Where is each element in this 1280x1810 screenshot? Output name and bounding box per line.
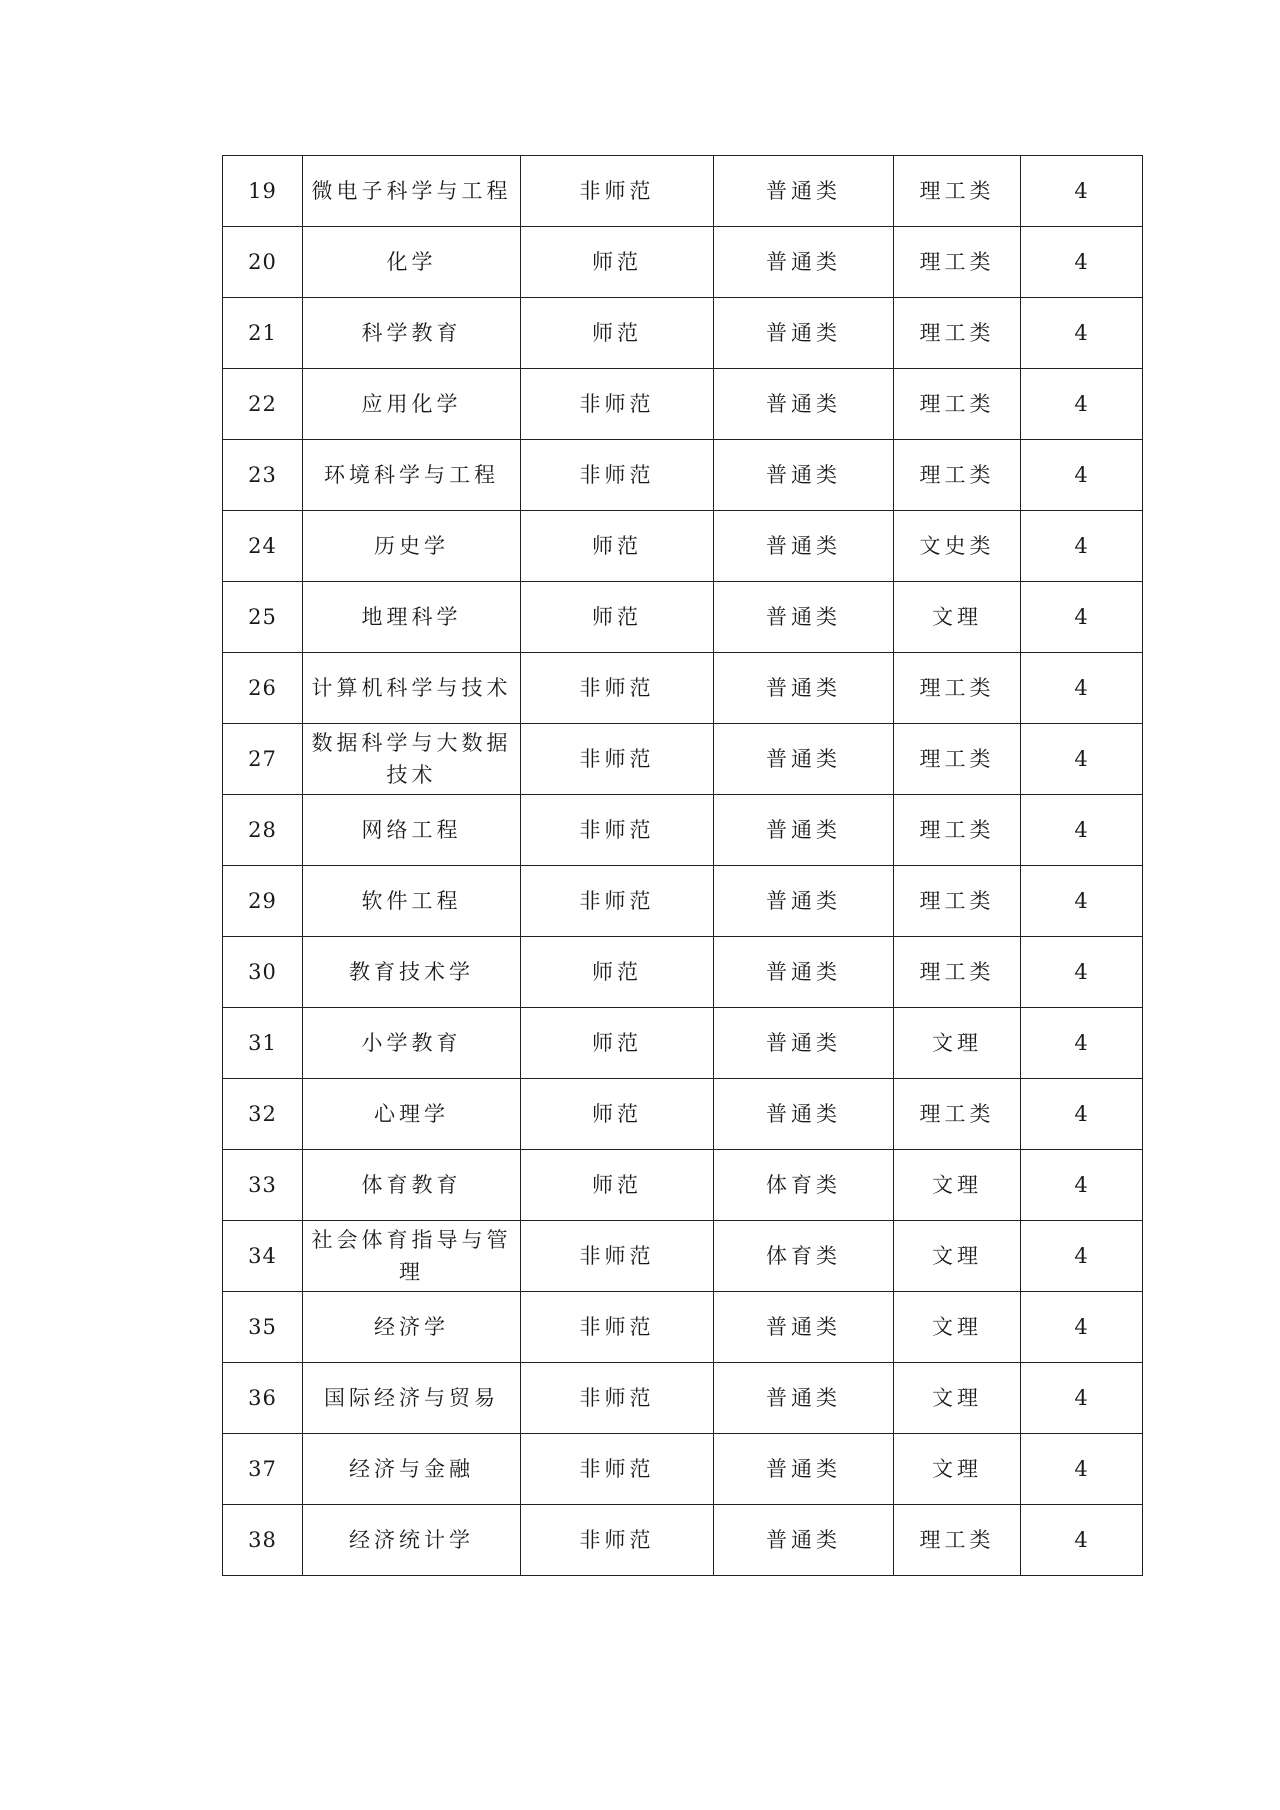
duration-years-cell: 4 xyxy=(1021,1150,1143,1221)
normal-type-cell: 师范 xyxy=(521,1008,714,1079)
subject-category-cell: 文理 xyxy=(894,1292,1021,1363)
normal-type-cell: 师范 xyxy=(521,227,714,298)
table-row xyxy=(223,298,1143,369)
subject-category-cell: 文理 xyxy=(894,1221,1021,1292)
enrollment-category-cell: 普通类 xyxy=(714,1008,894,1079)
normal-type-cell: 非师范 xyxy=(521,724,714,795)
major-name-cell: 教育技术学 xyxy=(303,937,521,1008)
row-number-cell: 32 xyxy=(223,1079,303,1150)
subject-category-cell: 理工类 xyxy=(894,724,1021,795)
duration-years-cell: 4 xyxy=(1021,1363,1143,1434)
duration-years-cell: 4 xyxy=(1021,1505,1143,1576)
enrollment-category-cell: 普通类 xyxy=(714,227,894,298)
major-name-cell: 地理科学 xyxy=(303,582,521,653)
subject-category-cell: 理工类 xyxy=(894,795,1021,866)
subject-category-cell: 理工类 xyxy=(894,1079,1021,1150)
normal-type-cell: 师范 xyxy=(521,298,714,369)
enrollment-category-cell: 普通类 xyxy=(714,369,894,440)
row-number-cell: 29 xyxy=(223,866,303,937)
duration-years-cell: 4 xyxy=(1021,1434,1143,1505)
subject-category-cell: 理工类 xyxy=(894,369,1021,440)
duration-years-cell: 4 xyxy=(1021,795,1143,866)
table-row xyxy=(223,1363,1143,1434)
enrollment-category-cell: 普通类 xyxy=(714,440,894,511)
normal-type-cell: 非师范 xyxy=(521,440,714,511)
major-name-cell: 化学 xyxy=(303,227,521,298)
row-number-cell: 31 xyxy=(223,1008,303,1079)
row-number-cell: 24 xyxy=(223,511,303,582)
normal-type-cell: 非师范 xyxy=(521,1505,714,1576)
normal-type-cell: 非师范 xyxy=(521,1221,714,1292)
enrollment-category-cell: 普通类 xyxy=(714,298,894,369)
row-number-cell: 33 xyxy=(223,1150,303,1221)
subject-category-cell: 理工类 xyxy=(894,937,1021,1008)
duration-years-cell: 4 xyxy=(1021,511,1143,582)
normal-type-cell: 师范 xyxy=(521,1150,714,1221)
subject-category-cell: 理工类 xyxy=(894,1505,1021,1576)
subject-category-cell: 文理 xyxy=(894,1150,1021,1221)
subject-category-cell: 文理 xyxy=(894,1434,1021,1505)
subject-category-cell: 理工类 xyxy=(894,156,1021,227)
major-name-cell: 小学教育 xyxy=(303,1008,521,1079)
normal-type-cell: 非师范 xyxy=(521,1363,714,1434)
table-row xyxy=(223,937,1143,1008)
table-row xyxy=(223,866,1143,937)
table-row xyxy=(223,653,1143,724)
subject-category-cell: 理工类 xyxy=(894,866,1021,937)
major-name-cell: 经济统计学 xyxy=(303,1505,521,1576)
duration-years-cell: 4 xyxy=(1021,1079,1143,1150)
row-number-cell: 19 xyxy=(223,156,303,227)
table-row xyxy=(223,1079,1143,1150)
duration-years-cell: 4 xyxy=(1021,1292,1143,1363)
major-name-cell: 国际经济与贸易 xyxy=(303,1363,521,1434)
duration-years-cell: 4 xyxy=(1021,298,1143,369)
normal-type-cell: 非师范 xyxy=(521,1434,714,1505)
major-name-cell: 经济与金融 xyxy=(303,1434,521,1505)
enrollment-category-cell: 普通类 xyxy=(714,1079,894,1150)
major-name-cell: 数据科学与大数据技术 xyxy=(303,724,521,795)
row-number-cell: 22 xyxy=(223,369,303,440)
normal-type-cell: 非师范 xyxy=(521,795,714,866)
duration-years-cell: 4 xyxy=(1021,582,1143,653)
subject-category-cell: 文理 xyxy=(894,1363,1021,1434)
row-number-cell: 34 xyxy=(223,1221,303,1292)
duration-years-cell: 4 xyxy=(1021,866,1143,937)
enrollment-category-cell: 普通类 xyxy=(714,653,894,724)
enrollment-category-cell: 普通类 xyxy=(714,795,894,866)
enrollment-category-cell: 普通类 xyxy=(714,866,894,937)
majors-table-body xyxy=(223,156,1143,1576)
major-name-cell: 历史学 xyxy=(303,511,521,582)
table-row xyxy=(223,440,1143,511)
major-name-cell: 环境科学与工程 xyxy=(303,440,521,511)
table-row xyxy=(223,511,1143,582)
table-row xyxy=(223,1221,1143,1292)
row-number-cell: 35 xyxy=(223,1292,303,1363)
duration-years-cell: 4 xyxy=(1021,156,1143,227)
enrollment-category-cell: 体育类 xyxy=(714,1150,894,1221)
duration-years-cell: 4 xyxy=(1021,1008,1143,1079)
subject-category-cell: 理工类 xyxy=(894,298,1021,369)
normal-type-cell: 师范 xyxy=(521,582,714,653)
subject-category-cell: 理工类 xyxy=(894,653,1021,724)
row-number-cell: 38 xyxy=(223,1505,303,1576)
major-name-cell: 计算机科学与技术 xyxy=(303,653,521,724)
table-row xyxy=(223,369,1143,440)
table-row xyxy=(223,1434,1143,1505)
table-row xyxy=(223,795,1143,866)
row-number-cell: 30 xyxy=(223,937,303,1008)
duration-years-cell: 4 xyxy=(1021,369,1143,440)
normal-type-cell: 非师范 xyxy=(521,369,714,440)
enrollment-category-cell: 普通类 xyxy=(714,1505,894,1576)
table-row xyxy=(223,1292,1143,1363)
major-name-cell: 科学教育 xyxy=(303,298,521,369)
table-row xyxy=(223,724,1143,795)
normal-type-cell: 师范 xyxy=(521,511,714,582)
enrollment-category-cell: 普通类 xyxy=(714,1434,894,1505)
subject-category-cell: 文史类 xyxy=(894,511,1021,582)
duration-years-cell: 4 xyxy=(1021,724,1143,795)
duration-years-cell: 4 xyxy=(1021,1221,1143,1292)
subject-category-cell: 理工类 xyxy=(894,227,1021,298)
enrollment-category-cell: 普通类 xyxy=(714,582,894,653)
subject-category-cell: 文理 xyxy=(894,1008,1021,1079)
duration-years-cell: 4 xyxy=(1021,227,1143,298)
enrollment-category-cell: 普通类 xyxy=(714,1292,894,1363)
enrollment-category-cell: 普通类 xyxy=(714,937,894,1008)
normal-type-cell: 非师范 xyxy=(521,156,714,227)
row-number-cell: 37 xyxy=(223,1434,303,1505)
major-name-cell: 微电子科学与工程 xyxy=(303,156,521,227)
enrollment-category-cell: 普通类 xyxy=(714,511,894,582)
table-row xyxy=(223,1505,1143,1576)
normal-type-cell: 非师范 xyxy=(521,653,714,724)
normal-type-cell: 非师范 xyxy=(521,866,714,937)
major-name-cell: 软件工程 xyxy=(303,866,521,937)
majors-table xyxy=(222,155,1143,1576)
row-number-cell: 21 xyxy=(223,298,303,369)
row-number-cell: 26 xyxy=(223,653,303,724)
duration-years-cell: 4 xyxy=(1021,937,1143,1008)
table-row xyxy=(223,582,1143,653)
table-row xyxy=(223,227,1143,298)
major-name-cell: 网络工程 xyxy=(303,795,521,866)
row-number-cell: 27 xyxy=(223,724,303,795)
table-row xyxy=(223,156,1143,227)
row-number-cell: 25 xyxy=(223,582,303,653)
major-name-cell: 心理学 xyxy=(303,1079,521,1150)
row-number-cell: 23 xyxy=(223,440,303,511)
row-number-cell: 28 xyxy=(223,795,303,866)
major-name-cell: 体育教育 xyxy=(303,1150,521,1221)
normal-type-cell: 非师范 xyxy=(521,1292,714,1363)
duration-years-cell: 4 xyxy=(1021,440,1143,511)
table-row xyxy=(223,1150,1143,1221)
enrollment-category-cell: 普通类 xyxy=(714,1363,894,1434)
row-number-cell: 20 xyxy=(223,227,303,298)
row-number-cell: 36 xyxy=(223,1363,303,1434)
duration-years-cell: 4 xyxy=(1021,653,1143,724)
normal-type-cell: 师范 xyxy=(521,937,714,1008)
major-name-cell: 经济学 xyxy=(303,1292,521,1363)
enrollment-category-cell: 普通类 xyxy=(714,724,894,795)
table-row xyxy=(223,1008,1143,1079)
enrollment-category-cell: 普通类 xyxy=(714,156,894,227)
subject-category-cell: 文理 xyxy=(894,582,1021,653)
major-name-cell: 社会体育指导与管理 xyxy=(303,1221,521,1292)
subject-category-cell: 理工类 xyxy=(894,440,1021,511)
enrollment-category-cell: 体育类 xyxy=(714,1221,894,1292)
normal-type-cell: 师范 xyxy=(521,1079,714,1150)
major-name-cell: 应用化学 xyxy=(303,369,521,440)
